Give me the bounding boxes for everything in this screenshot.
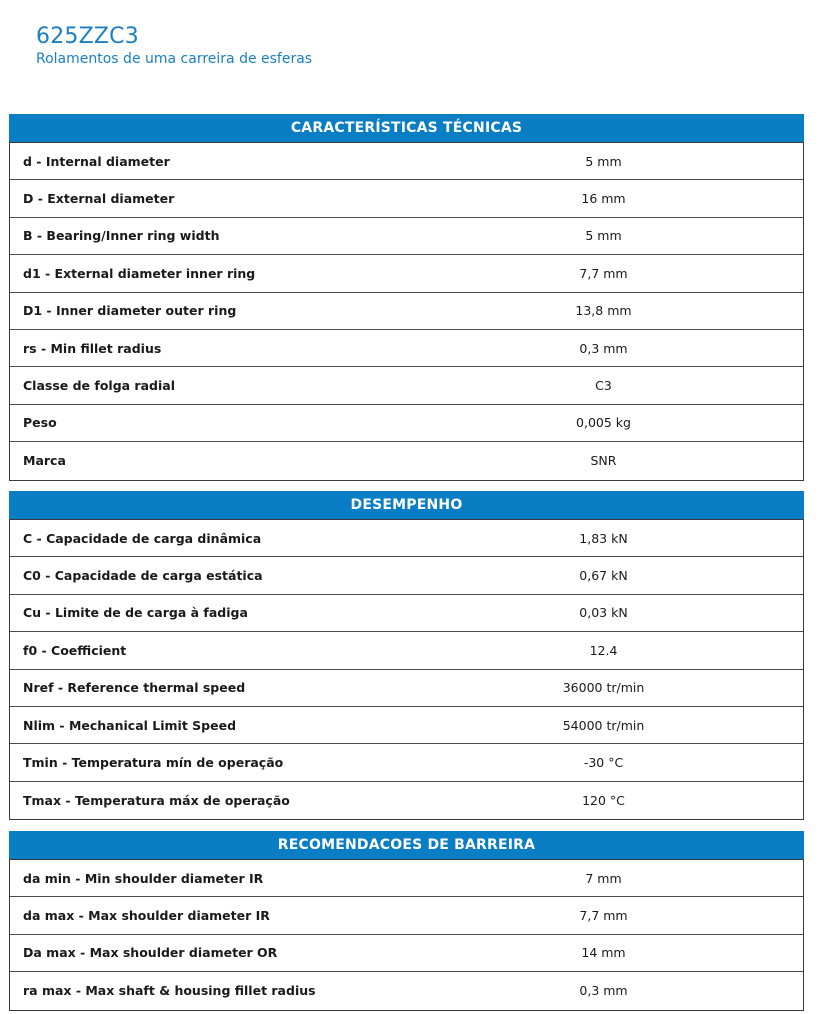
row-label: Tmax - Temperatura máx de operação bbox=[23, 792, 290, 808]
row-value: 5 mm bbox=[585, 228, 622, 244]
row-value: 7,7 mm bbox=[579, 265, 628, 281]
table-row bbox=[10, 367, 803, 404]
table-row bbox=[10, 670, 803, 707]
table-row bbox=[10, 707, 803, 744]
row-label: ra max - Max shaft & housing fillet radius bbox=[23, 983, 316, 999]
row-label: d - Internal diameter bbox=[23, 153, 170, 169]
spec-table bbox=[9, 142, 804, 481]
row-value: 7 mm bbox=[585, 870, 622, 886]
table-row bbox=[10, 595, 803, 632]
row-value: 7,7 mm bbox=[579, 908, 628, 924]
row-value: 36000 tr/min bbox=[562, 680, 645, 696]
row-value: -30 °C bbox=[583, 755, 624, 771]
table-row bbox=[10, 935, 803, 972]
row-label: da min - Min shoulder diameter IR bbox=[23, 870, 264, 886]
row-label: Nlim - Mechanical Limit Speed bbox=[23, 717, 237, 733]
row-value: 0,3 mm bbox=[579, 340, 628, 356]
row-value: 0,67 kN bbox=[579, 568, 628, 584]
technical-characteristics-section bbox=[9, 114, 804, 481]
table-row bbox=[10, 972, 803, 1009]
product-title: 625ZZC3 bbox=[36, 24, 139, 49]
mounting-recommendations-section bbox=[9, 831, 804, 1011]
table-row bbox=[10, 293, 803, 330]
spec-table bbox=[9, 519, 804, 820]
row-label: C - Capacidade de carga dinâmica bbox=[23, 530, 262, 546]
table-row bbox=[10, 897, 803, 934]
performance-section bbox=[9, 491, 804, 820]
row-label: B - Bearing/Inner ring width bbox=[23, 228, 220, 244]
row-label: Da max - Max shoulder diameter OR bbox=[23, 945, 278, 961]
table-row bbox=[10, 744, 803, 781]
table-row bbox=[10, 860, 803, 897]
table-row bbox=[10, 782, 803, 819]
row-label: d1 - External diameter inner ring bbox=[23, 265, 256, 281]
row-label: Cu - Limite de de carga à fadiga bbox=[23, 605, 248, 621]
row-label: Peso bbox=[23, 415, 57, 431]
row-value: 12.4 bbox=[589, 642, 618, 658]
page-header bbox=[36, 24, 312, 68]
table-row bbox=[10, 143, 803, 180]
section-heading: DESEMPENHO bbox=[9, 491, 804, 519]
table-row bbox=[10, 330, 803, 367]
table-row bbox=[10, 557, 803, 594]
row-label: C0 - Capacidade de carga estática bbox=[23, 568, 263, 584]
row-value: 13,8 mm bbox=[575, 303, 632, 319]
table-row bbox=[10, 442, 803, 479]
table-row bbox=[10, 218, 803, 255]
row-value: 1,83 kN bbox=[579, 530, 628, 546]
row-label: Nref - Reference thermal speed bbox=[23, 680, 246, 696]
row-value: 16 mm bbox=[581, 191, 626, 207]
row-label: Marca bbox=[23, 453, 66, 469]
row-value: 14 mm bbox=[581, 945, 626, 961]
row-value: 120 °C bbox=[582, 792, 625, 808]
table-row bbox=[10, 632, 803, 669]
section-heading: CARACTERÍSTICAS TÉCNICAS bbox=[9, 114, 804, 142]
row-value: C3 bbox=[595, 378, 612, 394]
spec-table bbox=[9, 859, 804, 1011]
row-label: da max - Max shoulder diameter IR bbox=[23, 908, 270, 924]
row-label: D1 - Inner diameter outer ring bbox=[23, 303, 237, 319]
row-value: 54000 tr/min bbox=[562, 717, 645, 733]
row-value: 0,03 kN bbox=[579, 605, 628, 621]
row-label: D - External diameter bbox=[23, 191, 175, 207]
row-value: 5 mm bbox=[585, 153, 622, 169]
row-label: Classe de folga radial bbox=[23, 378, 175, 394]
section-heading: RECOMENDACOES DE BARREIRA bbox=[9, 831, 804, 859]
row-label: f0 - Coefficient bbox=[23, 642, 127, 658]
row-value: SNR bbox=[590, 453, 617, 469]
table-row bbox=[10, 255, 803, 292]
row-value: 0,005 kg bbox=[576, 415, 631, 431]
table-row bbox=[10, 180, 803, 217]
row-label: rs - Min fillet radius bbox=[23, 340, 162, 356]
row-value: 0,3 mm bbox=[579, 983, 628, 999]
row-label: Tmin - Temperatura mín de operação bbox=[23, 755, 284, 771]
table-row bbox=[10, 405, 803, 442]
table-row bbox=[10, 520, 803, 557]
product-subtitle: Rolamentos de uma carreira de esferas bbox=[36, 51, 313, 67]
